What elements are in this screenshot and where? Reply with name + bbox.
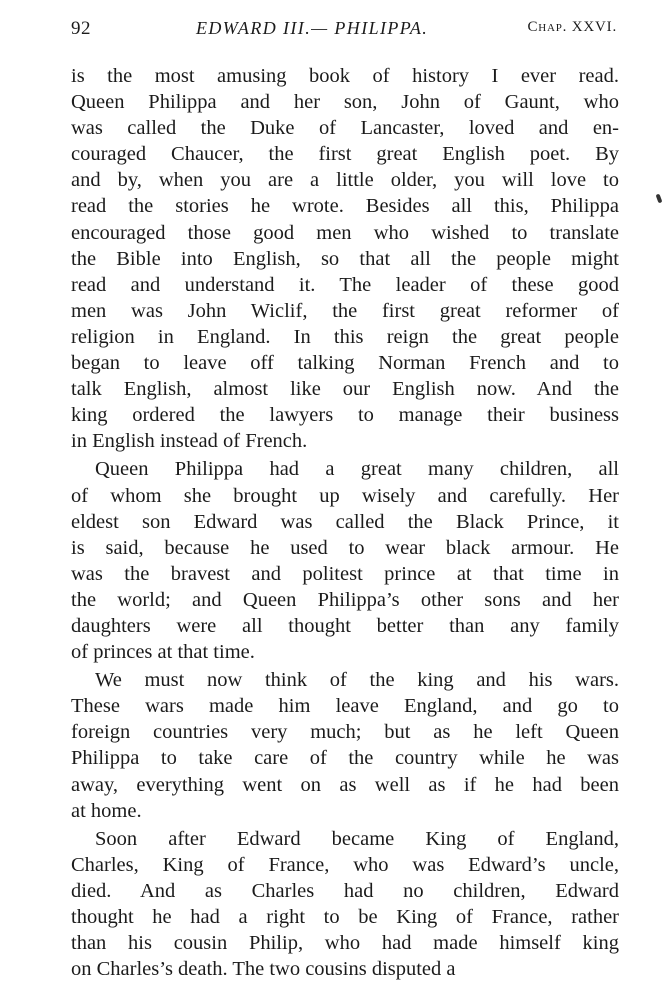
text-line: These wars made him leave England, and go to bbox=[71, 695, 619, 718]
text-line: eldest son Edward was called the Black Prince, it bbox=[71, 510, 619, 533]
text-line: died. And as Charles had no children, Edward bbox=[71, 879, 619, 902]
text-line: Queen Philippa and her son, John of Gaunt, who bbox=[71, 91, 619, 114]
paragraph bbox=[71, 826, 619, 983]
text-line: of whom she brought up wisely and carefully. Her bbox=[71, 484, 619, 507]
text-line: couraged Chaucer, the first great English poet. By bbox=[71, 143, 619, 166]
text-line: thought he had a right to be King of France, rather bbox=[71, 906, 619, 928]
text-line: of princes at that time. bbox=[71, 641, 255, 664]
text-line: the Bible into English, so that all the people might bbox=[71, 247, 619, 270]
text-line: was called the Duke of Lancaster, loved and en- bbox=[71, 117, 619, 140]
text-line: was the bravest and politest prince at that time in bbox=[71, 562, 619, 585]
text-line: talk English, almost like our English now. And the bbox=[71, 378, 619, 401]
text-line: Soon after Edward became King of England, bbox=[95, 827, 619, 850]
text-line: is the most amusing book of history I ever read. bbox=[71, 65, 619, 87]
margin-ink-mark bbox=[656, 194, 663, 204]
text-line: is said, because he used to wear black armour. He bbox=[71, 536, 619, 559]
text-line: Philippa to take care of the country while he was bbox=[71, 747, 619, 770]
text-line: king ordered the lawyers to manage their business bbox=[71, 404, 619, 427]
body-text bbox=[71, 63, 619, 982]
text-line: away, everything went on as well as if he had been bbox=[71, 773, 619, 796]
text-line: Queen Philippa had a great many children, all bbox=[95, 458, 619, 481]
text-line: the world; and Queen Philippa’s other sons and her bbox=[71, 588, 619, 611]
paragraph bbox=[71, 667, 619, 824]
text-line: Charles, King of France, who was Edward’s uncle, bbox=[71, 853, 619, 876]
text-line: encouraged those good men who wished to translate bbox=[71, 221, 619, 244]
text-line: began to leave off talking Norman French and to bbox=[71, 352, 619, 375]
text-line: men was John Wiclif, the first great reformer of bbox=[71, 299, 619, 322]
text-line: religion in England. In this reign the great people bbox=[71, 325, 619, 348]
text-line: and by, when you are a little older, you will love to bbox=[71, 169, 619, 192]
text-line: than his cousin Philip, who had made himself king bbox=[71, 932, 619, 955]
text-line: read and understand it. The leader of these good bbox=[71, 273, 619, 296]
paragraph bbox=[71, 456, 619, 665]
text-line: We must now think of the king and his wars. bbox=[95, 669, 619, 692]
text-line: in English instead of French. bbox=[71, 430, 308, 453]
text-line: foreign countries very much; but as he left Queen bbox=[71, 721, 619, 744]
page-number: 92 bbox=[71, 18, 91, 39]
text-line: read the stories he wrote. Besides all this, Philippa bbox=[71, 195, 619, 218]
running-title: EDWARD III.— PHILIPPA. bbox=[196, 18, 429, 38]
text-line: on Charles’s death. The two cousins disputed a bbox=[71, 958, 456, 981]
running-head bbox=[71, 18, 619, 42]
chapter-label: Chap. XXVI. bbox=[527, 19, 617, 35]
paragraph bbox=[71, 63, 619, 454]
text-line: daughters were all thought better than any family bbox=[71, 614, 619, 637]
text-line: at home. bbox=[71, 799, 142, 822]
